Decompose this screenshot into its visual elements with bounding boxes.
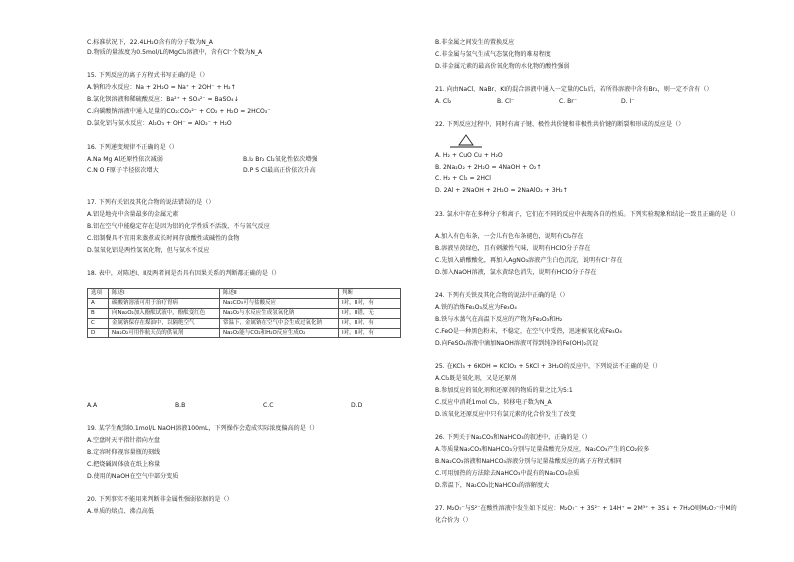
q27-stem: 27. M₂O₇⁻与S²⁻在酸性溶液中发生如下反应：M₂O₇⁻ + 3S²⁻ + 14H⁺ = 2M³⁺ + 3S↓ + 7H₂O则M₂O₇⁻中M的 <box>435 505 737 512</box>
q16-option-a: A.Na Mg Al还原性依次减弱 <box>87 156 163 163</box>
q18-table <box>87 288 401 338</box>
q17-option-d: D.氢氧化铝是两性氢氧化物，但与氨水不反应 <box>87 247 210 254</box>
q22-option-c: C. H₂ + Cl₂ = 2HCl <box>435 175 491 182</box>
q16-option-c: C.N O F原子半径依次增大 <box>87 167 159 174</box>
q19-option-a: A.空盘时天平指针指向左盘 <box>87 437 161 444</box>
q17-option-a: A.铝是地壳中含量最多的金属元素 <box>87 211 179 218</box>
table-header: 选项 <box>88 289 109 299</box>
q15-stem: 15. 下列反应的离子方程式书写正确的是（） <box>87 72 209 79</box>
q16-stem: 16. 下列递变规律不正确的是（） <box>87 144 178 151</box>
table-cell: B <box>88 308 109 318</box>
q23-option-b: B.溶液呈黄绿色，且有刺激性气味，说明有HClO分子存在 <box>435 245 591 252</box>
table-row <box>88 328 401 338</box>
q23-stem: 23. 氯水中存在多种分子和离子，它们在不同的反应中表现各自的性质。下列实验现象和结论一致且正确的是（） <box>435 211 740 218</box>
table-header-row <box>88 289 401 299</box>
table-cell: Ⅰ对，Ⅱ对，有 <box>339 328 401 338</box>
q24-stem: 24. 下列有关铁及其化合物的说法中正确的是（） <box>435 292 569 299</box>
q22-stem: 22. 下列反应过程中，同时有离子键、极性共价键和非极性共价键的断裂和形成的反应是（） <box>435 121 685 128</box>
q23-option-a: A.加入有色布条，一会儿有色布条褪色，说明有Cl₂存在 <box>435 233 584 240</box>
q24-option-b: B.铁与水蒸气在高温下反应的产物为Fe₂O₃和H₂ <box>435 316 563 323</box>
table-row <box>88 318 401 328</box>
table-header: 陈述Ⅰ <box>109 289 220 299</box>
q18-options <box>87 402 407 410</box>
q15-option-c: C.向碳酸钠溶液中通入足量的CO₂:CO₃²⁻ + CO₂ + H₂O = 2HCO₃⁻ <box>87 108 271 115</box>
q16-option-b: B.I₂ Br₂ Cl₂氧化性依次增强 <box>243 156 318 163</box>
q25-option-c: C.反应中消耗1mol Cl₂，转移电子数为N_A <box>435 399 552 406</box>
q18-option-b: B.B <box>175 402 186 409</box>
table-cell: 金属钠保存在煤油中，以隔绝空气 <box>109 318 220 328</box>
q17-option-c: C.铝制餐具不宜用来蒸煮或长时间存放酸性或碱性的食物 <box>87 235 240 242</box>
q24-option-a: A.铁的冶炼Fe₂O₃反应为Fe₃O₄ <box>435 304 517 311</box>
q18-option-c: C.C <box>263 402 274 409</box>
q26-option-a: A.等质量Na₂CO₃和NaHCO₃分别与足量盐酸充分反应，Na₂CO₃产生的CO₂较多 <box>435 446 650 453</box>
q16-option-d: D.P S Cl最高正价依次升高 <box>243 167 316 174</box>
q25-option-a: A.Cl₂既是氧化剂，又是还原剂 <box>435 375 517 382</box>
q15-option-b: B.氯化钡溶液和稀硫酸反应：Ba²⁺ + SO₄²⁻ = BaSO₄↓ <box>87 96 239 103</box>
table-cell: Na₂O₂能与CO₂和H₂O反应生成O₂ <box>220 328 339 338</box>
q22-option-d: D. 2Al + 2NaOH + 2H₂O = 2NaAlO₂ + 3H₂↑ <box>435 187 568 194</box>
table-cell: C <box>88 318 109 328</box>
q23-option-d: D.加入NaOH溶液，氯水黄绿色消失，说明有HClO分子存在 <box>435 269 597 276</box>
q20-option-a: A.单质的熔点、沸点高低 <box>87 508 154 515</box>
table-header: 判断 <box>339 289 401 299</box>
q18-stem: 18. 表中，对陈述Ⅰ、Ⅱ及两者间是否具有因果关系的判断都正确的是（） <box>87 270 281 277</box>
q19-option-b: B.定容时仰视容量瓶的刻线 <box>87 449 161 456</box>
q20-option-d: D.非金属元素的最高价氧化物的水化物的酸性强弱 <box>435 63 570 70</box>
table-cell: 碳酸钠溶液可用于治疗胃病 <box>109 298 220 308</box>
q25-option-d: D.该氧化还原反应中只有氯元素的化合价发生了改变 <box>435 411 576 418</box>
q14-option-c: C.标准状况下，22.4LH₂O含有的分子数为N_A <box>87 39 213 46</box>
q25-option-b: B.参加反应的氧化剂和还原剂的物质的量之比为5:1 <box>435 387 573 394</box>
q22-option-b: B. 2Na₂O₂ + 2H₂O = 4NaOH + O₂↑ <box>435 164 542 171</box>
q14-option-d: D.物质的量浓度为0.5mol/L的MgCl₂溶液中，含有Cl⁻个数为N_A <box>87 49 263 56</box>
q20-option-b: B.非金属之间发生的置换反应 <box>435 39 515 46</box>
table-cell: 常温下，金属钠在空气中会生成过氧化钠 <box>220 318 339 328</box>
q19-stem: 19. 某学生配制0.1mol/L NaOH溶液100mL，下列操作会造成实际浓度偏高的是（） <box>87 425 319 432</box>
q21-option-d: D. I⁻ <box>621 98 635 105</box>
q24-option-c: C.FeO是一种黑色粉末，不稳定，在空气中受热，迅速被氧化成Fe₃O₄ <box>435 328 622 335</box>
q23-option-c: C.先加入硝酸酸化，再加入AgNO₃溶液产生白色沉淀，说明有Cl⁻存在 <box>435 257 623 264</box>
table-cell: Ⅰ对，Ⅱ对，有 <box>339 298 401 308</box>
q15-option-a: A.钠和冷水反应：Na + 2H₂O = Na⁺ + 2OH⁻ + H₂↑ <box>87 84 236 91</box>
q21-options <box>435 98 695 106</box>
q21-stem: 21. 向由NaCl、NaBr、KI的混合溶液中通入一定量的Cl₂后，若所得溶液中含有Br₂，则一定不含有（） <box>435 86 713 93</box>
q20-stem: 20. 下列事实不能用来判断非金属性强弱依据的是（） <box>87 496 233 503</box>
table-cell: Ⅰ对，Ⅱ对，有 <box>339 318 401 328</box>
table-row <box>88 298 401 308</box>
q17-stem: 17. 下列有关铝及其化合物的说法错误的是（） <box>87 199 215 206</box>
q26-option-d: D.常温下，Na₂CO₃比NaHCO₃的溶解度大 <box>435 482 550 489</box>
table-header: 陈述Ⅱ <box>220 289 339 299</box>
q26-stem: 26. 下列关于Na₂CO₃和NaHCO₃的叙述中，正确的是（） <box>435 434 591 441</box>
q19-option-d: D.使用的NaOH在空气中部分变质 <box>87 473 179 480</box>
q24-option-d: D.向FeSO₄溶液中滴加NaOH溶液可得到纯净的Fe(OH)₂沉淀 <box>435 340 599 347</box>
q20-option-c: C.非金属与氢气生成气态氢化物的难易程度 <box>435 51 551 58</box>
table-cell: D <box>88 328 109 338</box>
table-cell: Ⅰ对，Ⅱ错，无 <box>339 308 401 318</box>
heating-triangle-icon <box>449 134 483 148</box>
q21-option-c: C. Br⁻ <box>559 98 578 105</box>
q21-option-b: B. Cl⁻ <box>497 98 515 105</box>
q27-stem-continued: 化合价为（） <box>435 517 472 524</box>
q17-option-b: B.铝在空气中能稳定存在是因为铝的化学性质不活泼，不与氧气反应 <box>87 223 270 230</box>
q21-option-a: A. Cl₂ <box>435 98 452 105</box>
q26-option-c: C.可用加热的方法除去NaHCO₃中混有的Na₂CO₃杂质 <box>435 470 580 477</box>
table-cell: A <box>88 298 109 308</box>
q18-option-d: D.D <box>351 402 363 409</box>
table-cell: 向Na₂O₂加入酚酞试液中，酚酞变红色 <box>109 308 220 318</box>
table-cell: Na₂O₂可用作航天员的供氧剂 <box>109 328 220 338</box>
q26-option-b: B.Na₂CO₃溶液和NaHCO₃溶液分别与足量盐酸反应的离子方程式相同 <box>435 458 622 465</box>
table-cell: Na₂O₂与水反应生成氢氧化钠 <box>220 308 339 318</box>
q18-option-a: A.A <box>87 402 98 409</box>
table-row <box>88 308 401 318</box>
table-cell: Na₂CO₃可与盐酸反应 <box>220 298 339 308</box>
q22-option-a: A. H₂ + CuO Cu + H₂O <box>435 152 503 159</box>
q25-stem: 25. 在KCl₃ + 6KOH = KClO₃ + 5KCl + 3H₂O的反应中，下列说法不正确的是（） <box>435 363 662 370</box>
q19-option-c: C.把烧碱固体放在纸上称量 <box>87 461 161 468</box>
q15-option-d: D.氯化铝与氨水反应：Al₂O₃ + OH⁻ = AlO₂⁻ + H₂O <box>87 120 232 127</box>
